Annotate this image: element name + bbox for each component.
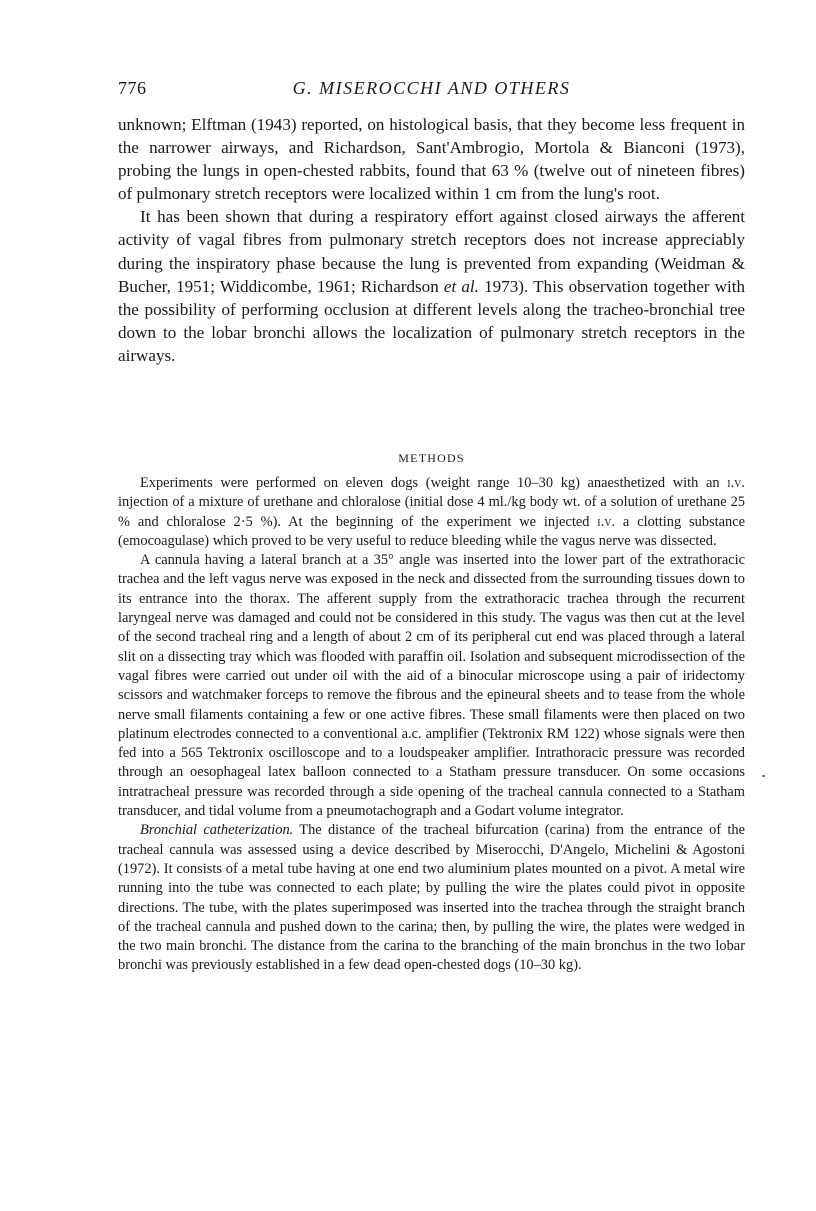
iv-abbrev-2: i.v. [597,513,616,530]
methods-p1-text-b: injection of a mixture of urethane and chloralose (initial dose 4 ml./kg body wt. of a solution of urethane 25 % and chloralose 2·5 %). At the beginning of the experiment we injected [118,494,745,530]
methods-p3-text: The distance of the tracheal bifurcation (carina) from the entrance of the tracheal cannula was assessed using a device described by Miserocchi, D'Angelo, Michelini & Agostoni (1972). It consists of a metal tube having at one end two aluminium plates mounted on a pivot. A metal wire running into the tube was connected to each plate; by pulling the wire the plates could pivot in opposite directions. The tube, with the plates superimposed was inserted into the trachea through the straight branch of the tracheal cannula and pushed down to the carina; then, by pulling the wire, the plates were wedged in the two main bronchi. The distance from the carina to the branching of the main bronchus in the two lobar bronchi was previously established in a few dead open-chested dogs (10–30 kg). [118,822,745,974]
intro-paragraph-2-text-a: It has been shown that during a respiratory effort against closed airways the afferent activity of vagal fibres from pulmonary stretch receptors does not increase appreciably during the inspiratory phase because the lung is prevented from expanding (Weidman & Bucher, 1951; Widdicombe, 1961; Richardson [118,207,745,296]
page-number: 776 [118,78,147,98]
methods-text [118,474,745,976]
margin-mark [762,775,765,777]
running-head: G. MISEROCCHI AND OTHERS [292,78,571,98]
page-header [118,78,745,102]
et-al: et al. [443,276,479,296]
methods-paragraph-3 [118,821,745,975]
intro-paragraph-1: unknown; Elftman (1943) reported, on histological basis, that they become less frequent in the narrower airways, and Richardson, Sant'Ambrogio, Mortola & Bianconi (1973), probing the lungs in open-chested rabbits, found that 63 % (twelve out of nineteen fibres) of pulmonary stretch receptors were localized within 1 cm from the lung's root. [118,115,745,204]
methods-paragraph-1 [118,474,745,551]
iv-abbrev-1: i.v. [727,475,745,491]
intro-paragraph-2-text-b: 1973). This observation together with the possibility of performing occlusion at different levels along the tracheo-bronchial tree down to the lobar bronchi allows the localization of pulmonary stretch receptors in the airways. [118,276,746,365]
bronchial-catheterization-title: Bronchial catheterization. [140,822,294,839]
methods-p1-text-a: Experiments were performed on eleven dogs (weight range 10–30 kg) anaesthetized with an [140,475,728,491]
intro-paragraph-2 [118,205,745,367]
methods-paragraph-2: A cannula having a lateral branch at a 35° angle was inserted into the lower part of the extrathoracic trachea and the left vagus nerve was exposed in the neck and dissected from the surrounding tissues down to its entrance into the thorax. The afferent supply from the extrathoracic trachea through the recurrent laryngeal nerve was damaged and could not be considered in this study. The vagus was then cut at the level of the second tracheal ring and a length of about 2 cm of its peripheral cut end was placed through a lateral slit on a dissecting tray which was flooded with paraffin oil. Isolation and subsequent microdissection of the vagal fibres were carried out under oil with the aid of a binocular microscope using a pair of iridectomy scissors and watchmaker forceps to remove the fibrous and the epineural sheets and to tease from the whole nerve small filaments containing a few or one active fibres. These small filaments were then placed on two platinum electrodes connected to a conventional a.c. amplifier (Tektronix RM 122) whose signals were then fed into a 565 Tektronix oscilloscope and to a loudspeaker amplifier. Intrathoracic pressure was recorded through an oesophageal latex balloon connected to a Statham pressure transducer. On some occasions intratracheal pressure was recorded through a side opening of the tracheal cannula connected to a Statham transducer, and tidal volume from a pneumotachograph and a Godart volume integrator. [118,552,745,820]
methods-heading: METHODS [398,451,465,465]
methods-p1-text-c: a clotting substance (emocoagulase) which proved to be very useful to reduce bleeding while the vagus nerve was dissected. [118,513,745,549]
intro-text [118,113,745,367]
